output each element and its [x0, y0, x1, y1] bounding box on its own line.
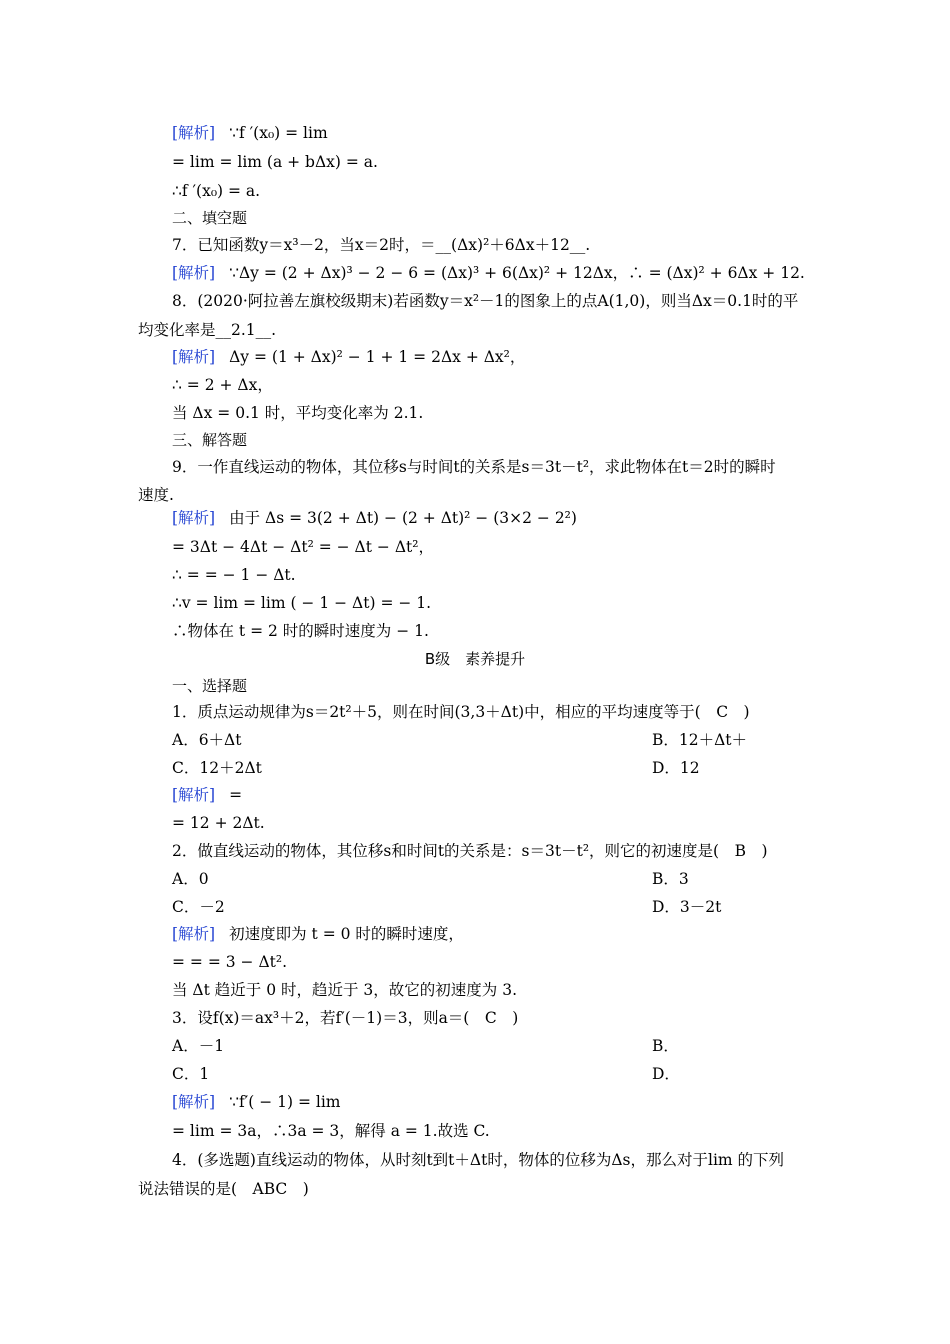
line-text: 1．质点运动规律为s＝2t²＋5，则在时间(3,3＋Δt)中，相应的平均速度等于( C )	[172, 703, 750, 721]
heading-text: 三、解答题	[172, 431, 248, 449]
heading-text: 一、选择题	[172, 677, 248, 695]
options-row	[172, 728, 830, 752]
question-line	[172, 1006, 830, 1030]
option-d: D．3－2t	[652, 898, 722, 916]
text-line	[172, 811, 830, 835]
line-text: = 12 + 2Δt.	[172, 814, 265, 832]
option-c: C．－2	[172, 898, 225, 916]
section-heading	[172, 206, 830, 230]
text-line	[172, 373, 830, 397]
option-b: B．	[652, 1037, 679, 1055]
text-line	[172, 1119, 830, 1143]
option-c: C．1	[172, 1065, 210, 1083]
options-row	[172, 756, 830, 780]
options-row	[172, 895, 830, 919]
solution-tag: [解析]	[172, 509, 216, 527]
text-line	[172, 179, 830, 203]
solution-tag: [解析]	[172, 786, 216, 804]
text-line	[172, 619, 830, 643]
question-line	[138, 483, 830, 507]
option-d: D．12	[652, 759, 700, 777]
option-b: B．12＋Δt＋	[652, 731, 748, 749]
text-line	[172, 950, 830, 974]
level-heading	[0, 647, 950, 671]
line-text: 9．一作直线运动的物体，其位移s与时间t的关系是s＝3t－t²，求此物体在t＝2时的瞬时	[172, 458, 776, 476]
solution-line	[172, 261, 830, 285]
line-text: 当 Δx = 0.1 时，平均变化率为 2.1.	[172, 404, 424, 422]
question-line	[172, 1148, 830, 1172]
section-heading	[172, 428, 830, 452]
solution-tag: [解析]	[172, 1093, 216, 1111]
question-line	[138, 318, 830, 342]
line-text: 速度.	[138, 486, 174, 504]
heading-text: B级 素养提升	[424, 650, 526, 668]
line-text: 3．设f(x)＝ax³＋2，若f′(－1)＝3，则a＝( C )	[172, 1009, 519, 1027]
line-text: ∴ = 2 + Δx，	[172, 376, 273, 394]
question-line	[172, 839, 830, 863]
line-text: ∴物体在 t = 2 时的瞬时速度为 − 1.	[172, 622, 429, 640]
line-text: = lim = lim (a + bΔx) = a.	[172, 153, 378, 171]
text-line	[172, 563, 830, 587]
solution-tag: [解析]	[172, 124, 216, 142]
solution-line	[172, 783, 830, 807]
options-row	[172, 867, 830, 891]
text-line	[172, 978, 830, 1002]
solution-line	[172, 345, 830, 369]
text-line	[172, 150, 830, 174]
text-line	[172, 591, 830, 615]
line-text: 均变化率是__2.1__.	[138, 321, 277, 339]
line-text: ∴ = = − 1 − Δt.	[172, 566, 296, 584]
heading-text: 二、填空题	[172, 209, 248, 227]
line-text: ∴f ′(x₀) = a.	[172, 182, 261, 200]
line-text: 7．已知函数y＝x³－2，当x＝2时，＝__(Δx)²＋6Δx＋12__.	[172, 236, 591, 254]
line-text: ∵f ′(x₀) = lim	[229, 124, 328, 142]
line-text: =	[229, 786, 243, 804]
solution-line	[172, 121, 830, 145]
line-text: 初速度即为 t = 0 时的瞬时速度，	[229, 925, 464, 943]
solution-line	[172, 1090, 830, 1114]
solution-line	[172, 922, 830, 946]
line-text: = 3Δt − 4Δt − Δt² = − Δt − Δt²，	[172, 538, 434, 556]
solution-tag: [解析]	[172, 925, 216, 943]
question-line	[138, 1177, 830, 1201]
question-line	[172, 455, 830, 479]
options-row	[172, 1062, 830, 1086]
line-text: 当 Δt 趋近于 0 时，趋近于 3，故它的初速度为 3.	[172, 981, 517, 999]
option-a: A．－1	[172, 1037, 225, 1055]
option-d: D．	[652, 1065, 680, 1083]
line-text: ∵Δy = (2 + Δx)³ − 2 − 6 = (Δx)³ + 6(Δx)² + 12Δx，∴ = (Δx)² + 6Δx + 12.	[229, 264, 805, 282]
line-text: 2．做直线运动的物体，其位移s和时间t的关系是：s＝3t－t²，则它的初速度是( B )	[172, 842, 768, 860]
solution-tag: [解析]	[172, 264, 216, 282]
solution-tag: [解析]	[172, 348, 216, 366]
question-line	[172, 700, 830, 724]
option-a: A．6＋Δt	[172, 731, 242, 749]
line-text: 4．(多选题)直线运动的物体，从时刻t到t＋Δt时，物体的位移为Δs，那么对于lim 的下列	[172, 1151, 785, 1169]
option-c: C．12＋2Δt	[172, 759, 262, 777]
text-line	[172, 535, 830, 559]
section-heading	[172, 674, 830, 698]
line-text: ∴v = lim = lim ( − 1 − Δt) = − 1.	[172, 594, 432, 612]
line-text: 说法错误的是( ABC )	[138, 1180, 309, 1198]
line-text: 由于 Δs = 3(2 + Δt) − (2 + Δt)² − (3×2 − 2²)	[229, 509, 577, 527]
line-text: = = = 3 − Δt².	[172, 953, 288, 971]
line-text: ∵f′( − 1) = lim	[229, 1093, 341, 1111]
options-row	[172, 1034, 830, 1058]
text-line	[172, 401, 830, 425]
line-text: Δy = (1 + Δx)² − 1 + 1 = 2Δx + Δx²，	[229, 348, 526, 366]
question-line	[172, 289, 830, 313]
solution-line	[172, 506, 830, 530]
option-b: B．3	[652, 870, 689, 888]
option-a: A．0	[172, 870, 209, 888]
line-text: = lim = 3a，∴3a = 3，解得 a = 1.故选 C.	[172, 1122, 490, 1140]
line-text: 8．(2020·阿拉善左旗校级期末)若函数y＝x²－1的图象上的点A(1,0)，则当Δx＝0.1时的平	[172, 292, 799, 310]
question-line	[172, 233, 830, 257]
